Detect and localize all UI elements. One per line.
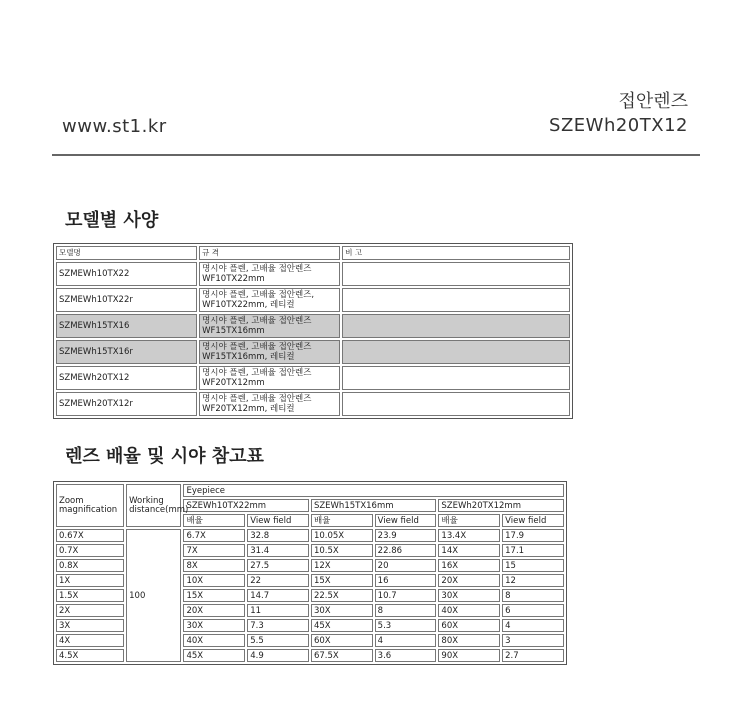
spec-cell [199,340,340,364]
zoom-header [56,484,124,527]
note-cell [342,314,570,338]
mag-sub-header: 배율 [311,514,373,527]
spec-col-spec: 규 격 [199,246,340,260]
note-cell [342,262,570,286]
model-name: SZMEWh20TX12 [56,366,197,390]
table-row [56,262,570,286]
magnification-value: 90X [438,649,500,662]
table-row [56,314,570,338]
table-row [56,366,570,390]
zoom-value: 1X [56,574,124,587]
zoom-value: 3X [56,619,124,632]
magnification-value: 67.5X [311,649,373,662]
magnification-value: 7X [183,544,245,557]
eyepiece-header: Eyepiece [183,484,564,497]
spec-cell [199,366,340,390]
spec-cell [199,392,340,416]
table-row [56,529,564,542]
view-field-value: 20 [375,559,437,572]
spec-line: WF20TX12mm, 레티컬 [202,404,295,414]
view-field-value: 8 [502,589,564,602]
view-field-value: 23.9 [375,529,437,542]
spec-line: WF10TX22mm [202,274,265,284]
zoom-value: 1.5X [56,589,124,602]
spec-cell [199,288,340,312]
zoom-value: 0.67X [56,529,124,542]
spec-line: 명시야 플렌, 고배율 접안렌즈, [202,290,315,300]
view-field-value: 8 [375,604,437,617]
view-field-value: 17.1 [502,544,564,557]
view-field-value: 3 [502,634,564,647]
view-field-value: 4 [502,619,564,632]
spec-section-heading: 모델별 사양 [65,210,159,231]
model-name: SZMEWh15TX16 [56,314,197,338]
magnification-value: 60X [311,634,373,647]
view-field-value: 32.8 [247,529,309,542]
spec-line: 명시야 플렌, 고배율 접안렌즈 [202,264,312,274]
view-field-value: 5.5 [247,634,309,647]
mag-sub-header: 배율 [438,514,500,527]
spec-line: 명시야 플렌, 고배율 접안렌즈 [202,316,312,326]
zoom-value: 0.7X [56,544,124,557]
spec-line: 명시야 플렌, 고배율 접안렌즈 [202,368,312,378]
magnification-value: 30X [438,589,500,602]
magnification-value: 80X [438,634,500,647]
view-field-value: 3.6 [375,649,437,662]
field-sub-header: View field [375,514,437,527]
header-divider [52,154,700,156]
spec-table-header-row [56,246,570,260]
spec-col-note: 비 고 [342,246,570,260]
magnification-value: 45X [311,619,373,632]
magnification-value: 13.4X [438,529,500,542]
view-field-value: 7.3 [247,619,309,632]
zoom-value: 4X [56,634,124,647]
magnification-value: 10.05X [311,529,373,542]
magnification-value: 45X [183,649,245,662]
zoom-header-line: Zoom [59,495,84,506]
title-block [549,90,688,138]
view-field-value: 5.3 [375,619,437,632]
zoom-value: 4.5X [56,649,124,662]
magnification-value: 10.5X [311,544,373,557]
magnification-value: 15X [183,589,245,602]
mag-sub-header: 배율 [183,514,245,527]
view-field-value: 14.7 [247,589,309,602]
view-field-value: 31.4 [247,544,309,557]
working-distance-header [126,484,189,527]
table-row [56,340,570,364]
note-cell [342,366,570,390]
eyepiece-model: SZEWh10TX22mm [183,499,308,512]
spec-line: 명시야 플렌, 고배율 접안렌즈 [202,394,312,404]
magnification-value: 15X [311,574,373,587]
table-row [56,392,570,416]
spec-table [53,243,573,419]
magnification-value: 22.5X [311,589,373,602]
note-cell [342,340,570,364]
magnification-value: 60X [438,619,500,632]
table-row [56,288,570,312]
field-sub-header: View field [247,514,309,527]
note-cell [342,392,570,416]
view-field-value: 27.5 [247,559,309,572]
magnification-value: 20X [438,574,500,587]
magnification-value: 6.7X [183,529,245,542]
magnification-value: 14X [438,544,500,557]
magnification-value: 40X [183,634,245,647]
spec-line: WF15TX16mm [202,326,265,336]
magnification-value: 40X [438,604,500,617]
reference-table [53,481,567,665]
working-distance-value: 100 [126,529,181,662]
view-field-value: 16 [375,574,437,587]
view-field-value: 11 [247,604,309,617]
magnification-value: 16X [438,559,500,572]
magnification-value: 12X [311,559,373,572]
view-field-value: 2.7 [502,649,564,662]
spec-line: WF10TX22mm, 레티컬 [202,300,295,310]
eyepiece-model: SZEWh20TX12mm [438,499,564,512]
wd-header-line: Working [129,495,164,506]
model-name: SZMEWh15TX16r [56,340,197,364]
view-field-value: 17.9 [502,529,564,542]
reference-section-heading: 렌즈 배율 및 시야 참고표 [65,446,264,467]
spec-line: WF15TX16mm, 레티컬 [202,352,295,362]
page-model-code: SZEWh20TX12 [549,115,688,136]
view-field-value: 12 [502,574,564,587]
field-sub-header: View field [502,514,564,527]
view-field-value: 4 [375,634,437,647]
model-name: SZMEWh10TX22 [56,262,197,286]
magnification-value: 20X [183,604,245,617]
magnification-value: 30X [183,619,245,632]
site-url[interactable]: www.st1.kr [62,116,167,137]
spec-line: 명시야 플렌, 고배율 접안렌즈 [202,342,312,352]
view-field-value: 4.9 [247,649,309,662]
zoom-value: 2X [56,604,124,617]
magnification-value: 8X [183,559,245,572]
eyepiece-model: SZEWh15TX16mm [311,499,436,512]
model-name: SZMEWh10TX22r [56,288,197,312]
magnification-value: 10X [183,574,245,587]
view-field-value: 10.7 [375,589,437,602]
reference-header-row [56,484,564,497]
spec-cell [199,262,340,286]
view-field-value: 22 [247,574,309,587]
spec-col-model: 모델명 [56,246,197,260]
zoom-header-line: magnification [59,504,118,515]
view-field-value: 22.86 [375,544,437,557]
view-field-value: 15 [502,559,564,572]
spec-cell [199,314,340,338]
wd-header-line: distance(mm) [129,504,189,515]
page-title: 접안렌즈 [618,91,688,112]
model-name: SZMEWh20TX12r [56,392,197,416]
spec-line: WF20TX12mm [202,378,265,388]
note-cell [342,288,570,312]
zoom-value: 0.8X [56,559,124,572]
view-field-value: 6 [502,604,564,617]
magnification-value: 30X [311,604,373,617]
